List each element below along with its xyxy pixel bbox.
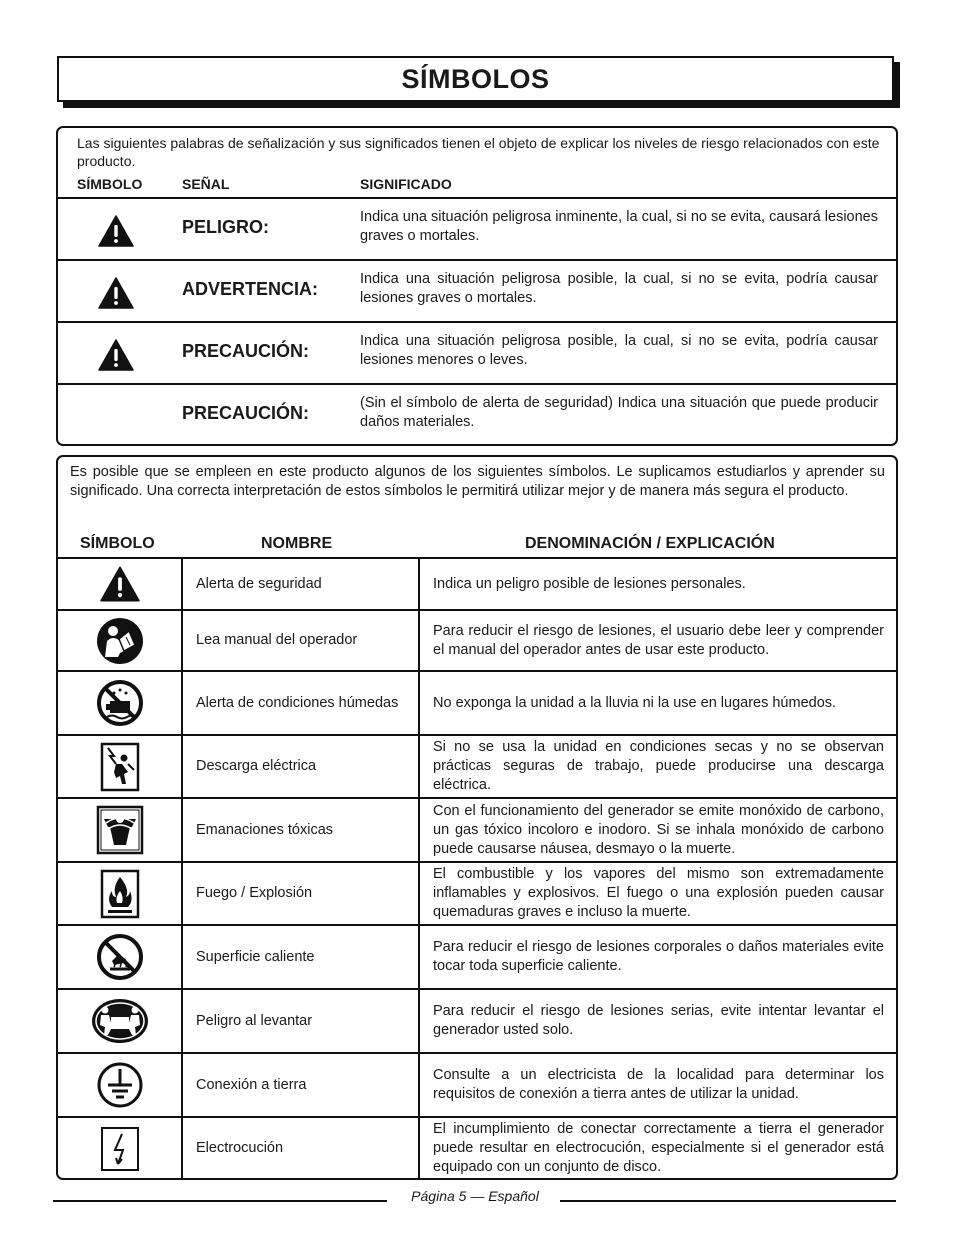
signal-row-advertencia: [58, 259, 896, 321]
fire-explosion-icon: [100, 869, 140, 919]
read-manual-icon: [96, 617, 144, 665]
symbol-name: Lea manual del operador: [182, 610, 419, 671]
signal-row-peligro: [58, 197, 896, 259]
symbol-desc: Si no se usa la unidad en condiciones secas y no se observan prácticas seguras de trabajo, puede producirse una descarga eléctrica.: [419, 735, 896, 798]
signal-rows: [58, 197, 896, 445]
warning-triangle-icon: [98, 215, 134, 247]
warning-triangle-icon: [98, 277, 134, 309]
table-row: [58, 862, 896, 925]
signal-meaning: Indica una situación peligrosa inminente, la cual, si no se evita, causará lesiones graves o mortales.: [360, 209, 878, 244]
symbol-desc: El combustible y los vapores del mismo son extremadamente inflamables y explosivos. El fuego o una explosión pueden causar quemaduras graves e incluso la muerte.: [419, 862, 896, 925]
signal-word: ADVERTENCIA:: [182, 279, 319, 299]
symbols-table: [58, 557, 896, 1179]
table-row: [58, 798, 896, 862]
table-row: [58, 671, 896, 735]
table-row: [58, 925, 896, 989]
symbol-desc: Con el funcionamiento del generador se emite monóxido de carbono, un gas tóxico incoloro e inodoro. Si se inhala monóxido de carbono puede causarse náusea, desmayo o la muerte.: [419, 798, 896, 862]
symbol-cell: [58, 735, 182, 798]
symbol-name: Fuego / Explosión: [182, 862, 419, 925]
symbol-cell: [58, 798, 182, 862]
symbol-cell: [58, 989, 182, 1053]
symbol-desc: Para reducir el riesgo de lesiones serias, evite intentar levantar el generador usted solo.: [419, 989, 896, 1053]
header-explanation: DENOMINACIÓN / EXPLICACIÓN: [525, 535, 775, 552]
footer-rule-left: [53, 1200, 387, 1202]
table-row: [58, 989, 896, 1053]
symbol-cell: [58, 1053, 182, 1117]
electric-shock-icon: [100, 742, 140, 792]
table-row: [58, 1117, 896, 1179]
symbols-panel: [56, 455, 898, 1180]
lifting-hazard-icon: [90, 997, 150, 1045]
signal-meaning: Indica una situación peligrosa posible, la cual, si no se evita, podría causar lesiones menores o leves.: [360, 333, 878, 368]
signal-meaning: Indica una situación peligrosa posible, la cual, si no se evita, podría causar lesiones graves o mortales.: [360, 271, 878, 306]
symbol-desc: Indica un peligro posible de lesiones personales.: [419, 558, 896, 610]
hot-surface-icon: [96, 933, 144, 981]
table-row: [58, 558, 896, 610]
symbol-desc: Para reducir el riesgo de lesiones corporales o daños materiales evite tocar toda superficie caliente.: [419, 925, 896, 989]
signal-word: PELIGRO:: [182, 217, 270, 237]
page-footer: Página 5 — Español: [411, 1188, 539, 1204]
ground-connection-icon: [96, 1061, 144, 1109]
symbol-desc: El incumplimiento de conectar correctamente a tierra el generador puede resultar en electrocución, especialmente si el generador está equipado con un conjunto de disco.: [419, 1117, 896, 1179]
signal-row-precaucion-no-symbol: [58, 383, 896, 445]
symbol-name: Descarga eléctrica: [182, 735, 419, 798]
page-title: SÍMBOLOS: [401, 63, 550, 94]
signal-words-panel: [56, 126, 898, 446]
signal-panel-intro: Las siguientes palabras de señalización y sus significados tienen el objeto de explicar los niveles de riesgo relacionados con este producto.: [77, 135, 880, 169]
signal-meaning: (Sin el símbolo de alerta de seguridad) Indica una situación que puede producir daños materiales.: [360, 395, 878, 430]
safety-alert-icon: [100, 566, 140, 602]
header-signal: SEÑAL: [182, 176, 230, 192]
symbol-name: Peligro al levantar: [182, 989, 419, 1053]
signal-row-precaucion: [58, 321, 896, 383]
table-row: [58, 1053, 896, 1117]
signal-word: PRECAUCIÓN:: [182, 341, 310, 361]
symbol-name: Emanaciones tóxicas: [182, 798, 419, 862]
symbol-name: Alerta de seguridad: [182, 558, 419, 610]
symbol-cell: [58, 1117, 182, 1179]
symbol-desc: Para reducir el riesgo de lesiones, el usuario debe leer y comprender el manual del operador antes de usar este producto.: [419, 610, 896, 671]
table-row: [58, 735, 896, 798]
table-row: [58, 610, 896, 671]
symbol-name: Conexión a tierra: [182, 1053, 419, 1117]
symbol-desc: No exponga la unidad a la lluvia ni la use en lugares húmedos.: [419, 671, 896, 735]
signal-word: PRECAUCIÓN:: [182, 403, 310, 423]
symbol-cell: [58, 558, 182, 610]
symbol-name: Superficie caliente: [182, 925, 419, 989]
warning-triangle-icon: [98, 339, 134, 371]
symbol-cell: [58, 610, 182, 671]
symbols-panel-intro: Es posible que se empleen en este producto algunos de los siguientes símbolos. Le suplicamos estudiarlos y aprender su significado. Una correcta interpretación de estos símbolos le permitirá utilizar mejor y de manera más segura el producto.: [70, 464, 885, 499]
title-banner: [57, 56, 894, 102]
symbol-name: Electrocución: [182, 1117, 419, 1179]
electrocution-icon: [100, 1126, 140, 1172]
header-name: NOMBRE: [261, 535, 333, 552]
wet-conditions-icon: [96, 679, 144, 727]
footer-rule-right: [560, 1200, 896, 1202]
symbol-desc: Consulte a un electricista de la localidad para determinar los requisitos de conexión a tierra antes de utilizar la unidad.: [419, 1053, 896, 1117]
toxic-fumes-icon: [96, 805, 144, 855]
header-symbol: SÍMBOLO: [80, 535, 155, 552]
symbol-name: Alerta de condiciones húmedas: [182, 671, 419, 735]
symbol-cell: [58, 862, 182, 925]
header-meaning: SIGNIFICADO: [360, 176, 452, 192]
symbol-cell: [58, 671, 182, 735]
symbol-cell: [58, 925, 182, 989]
header-symbol: SÍMBOLO: [77, 176, 143, 192]
